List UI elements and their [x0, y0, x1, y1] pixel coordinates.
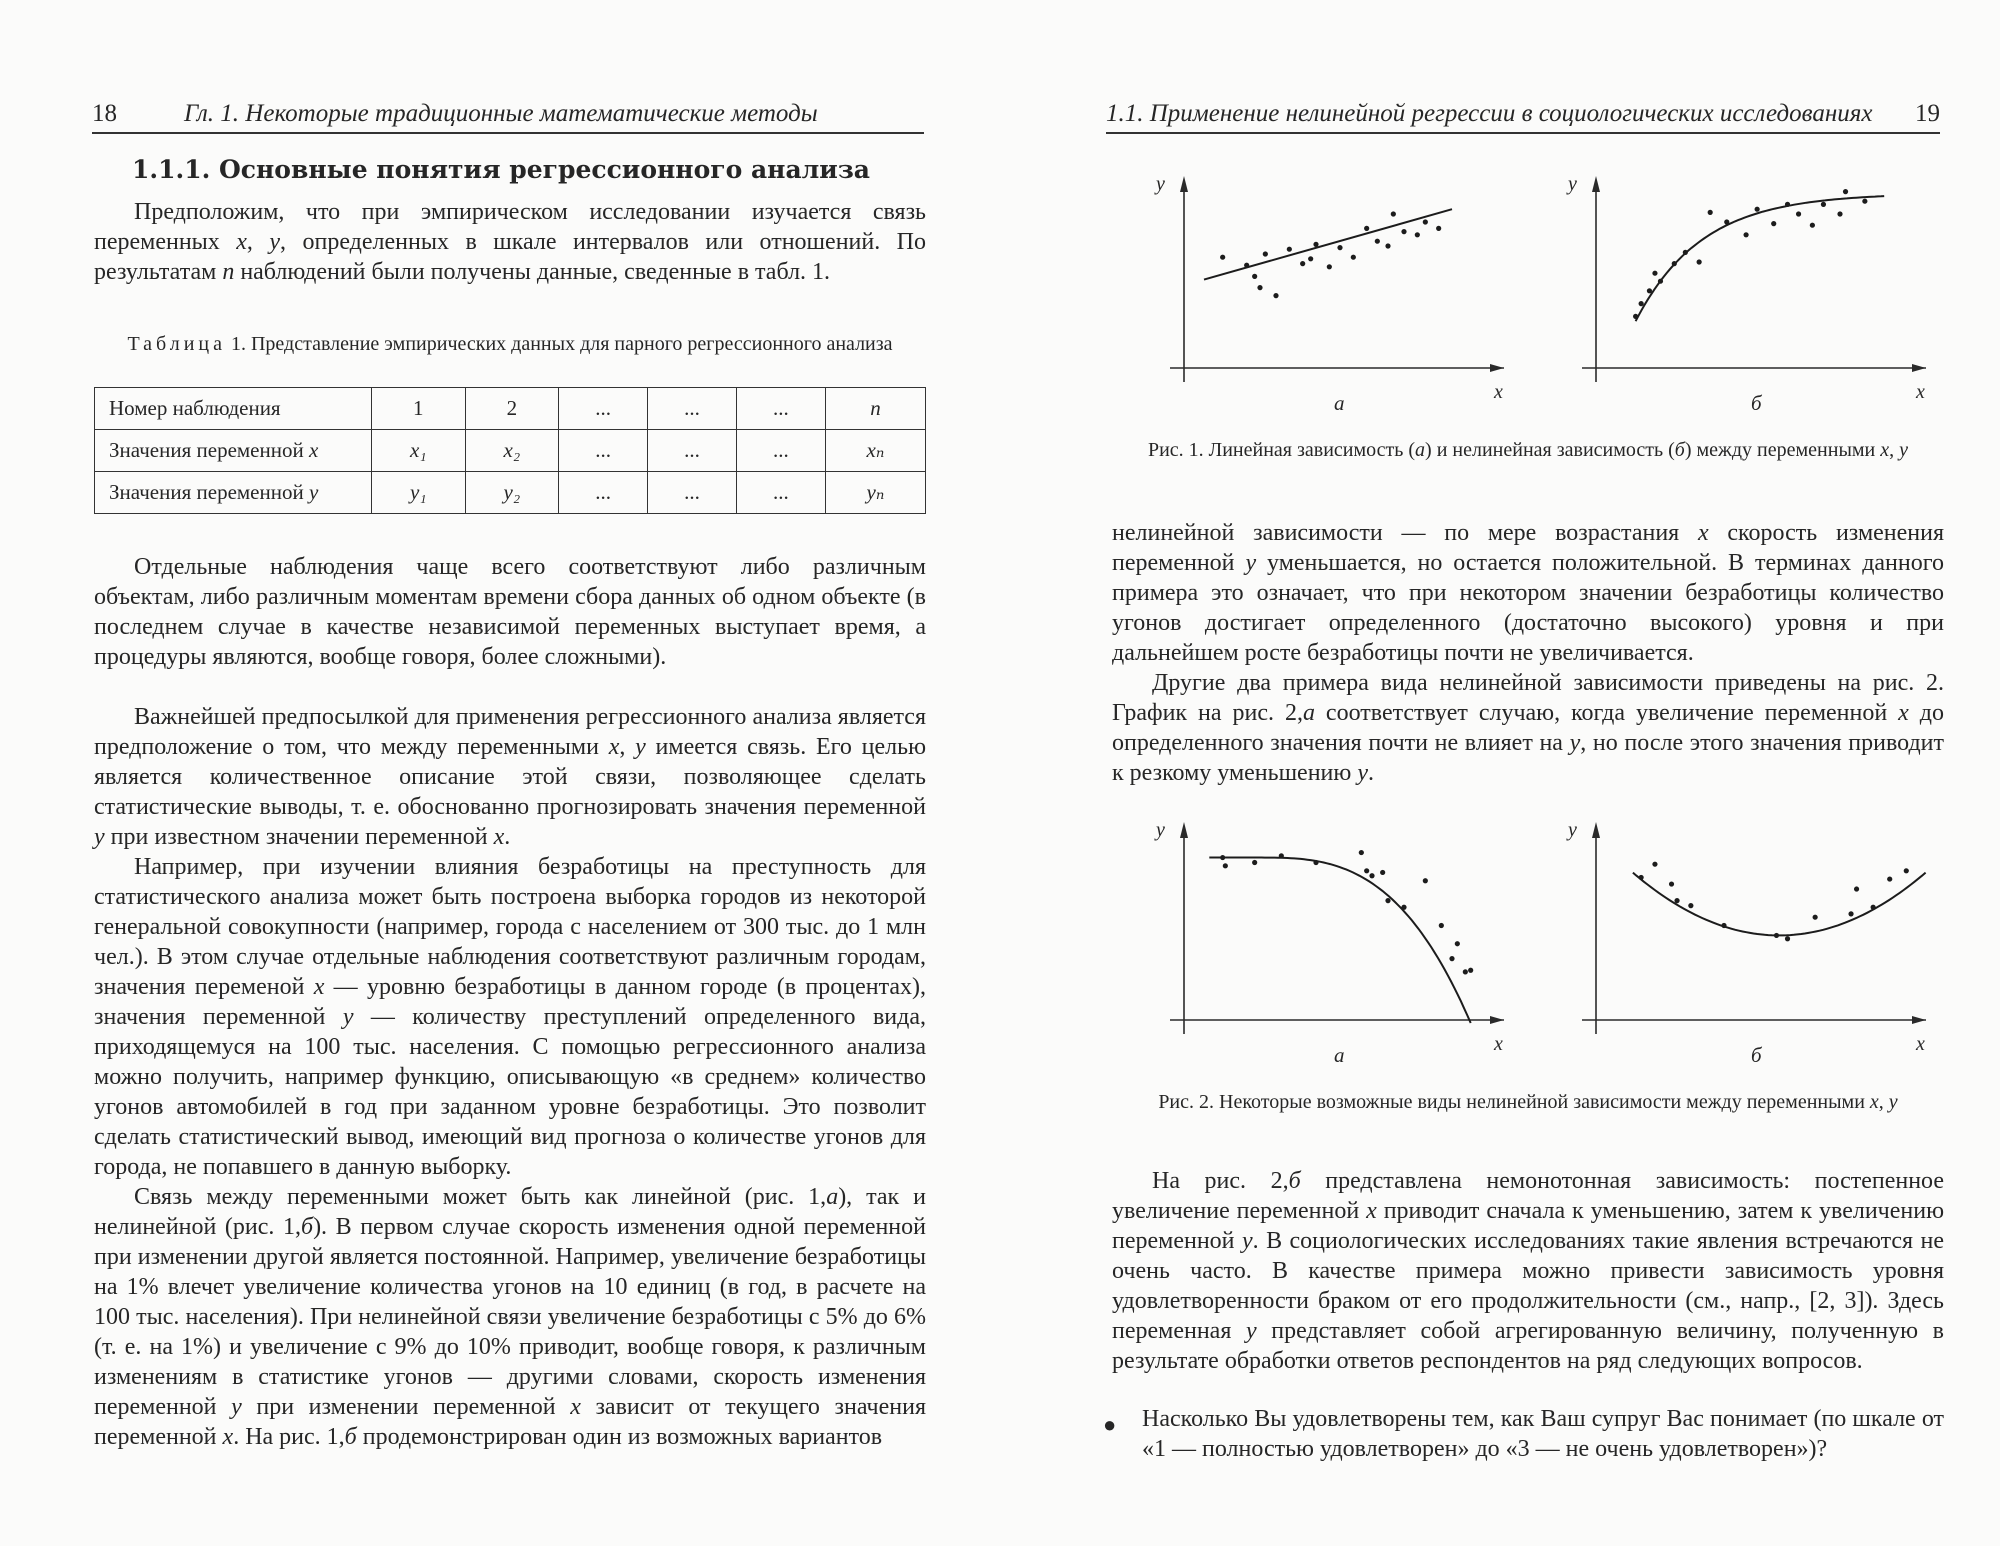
data-point: [1369, 873, 1374, 878]
data-point: [1810, 223, 1815, 228]
data-point: [1468, 968, 1473, 973]
nonmonotone-paragraph: На рис. 2,б представлена немонотонная зависимость: постепенное увеличение переменной x приводит сначала к уменьшению, затем к увеличению переменной y. В социологических исследованиях такие явления встречаются не очень часто. В качестве примера можно привести зависимость уровня удовлетворенности браком от его продолжительности (см., напр., [2, 3]). Здесь переменная y представляет собой агрегированную величину, полученную в результате обработки ответов респондентов на ряд следующих вопросов.: [1112, 1168, 1945, 1374]
panel-label: а: [1334, 391, 1345, 415]
table-caption-text: 1. Представление эмпирических данных для парного регрессионного анализа: [225, 333, 893, 355]
math-variable: y: [1899, 439, 1909, 461]
data-point: [1257, 285, 1262, 290]
table-cell: ...: [559, 472, 648, 514]
table-cell: x₁: [372, 430, 466, 472]
math-variable: б: [1674, 439, 1685, 461]
y-axis-arrow-icon: [1592, 176, 1600, 192]
data-point: [1658, 279, 1663, 284]
left-chapter-title: Гл. 1. Некоторые традиционные математические методы: [184, 100, 818, 127]
data-point: [1375, 239, 1380, 244]
math-variable: n: [222, 259, 235, 285]
left-running-head: [92, 98, 924, 134]
x-axis-label: x: [1916, 381, 1925, 403]
row-header: Номер наблюдения: [95, 388, 372, 430]
math-variable: y: [1245, 550, 1257, 576]
table-cell: ...: [648, 430, 737, 472]
math-variable: x: [570, 1394, 581, 1420]
data-point: [1449, 956, 1454, 961]
right-page: [1020, 0, 2000, 1546]
right-page-number: 19: [1915, 100, 1940, 127]
data-point: [1708, 210, 1713, 215]
data-point: [1721, 923, 1726, 928]
data-point: [1785, 936, 1790, 941]
x-axis-arrow-icon: [1490, 1016, 1504, 1024]
fit-line: [1204, 209, 1452, 279]
fit-curve: [1633, 873, 1926, 936]
data-point: [1455, 941, 1460, 946]
data-point: [1639, 875, 1644, 880]
data-point: [1423, 878, 1428, 883]
right-section-title: 1.1. Применение нелинейной регрессии в социологических исследованиях: [1106, 100, 1873, 127]
data-point: [1252, 274, 1257, 279]
data-point: [1439, 923, 1444, 928]
data-point: [1724, 219, 1729, 224]
x-axis-label: x: [1916, 1033, 1925, 1055]
data-point: [1263, 251, 1268, 256]
x-axis-label: x: [1494, 381, 1503, 403]
y-axis-arrow-icon: [1180, 822, 1188, 838]
data-point: [1436, 226, 1441, 231]
example-paragraph: Например, при изучении влияния безработицы на преступность для статистического анализа может быть построена выборка городов из некоторой генеральной совокупности (например, города с населением от 300 тыс. до 1 млн чел.). В этом случае отдельные наблюдения соответствуют различным городам, значения переменой x — уровню безработицы в данном городе (в процентах), значения переменной y — количеству преступлений определенного вида, приходящемуся на 100 тыс. населения. С помощью регрессионного анализа можно получить, например функцию, описывающую «в среднем» количество угонов автомобилей в год при заданном уровне безработицы. Это позволит сделать статистический вывод, имеющий вид прогноза о количестве угонов для города, не попавшего в данную выборку.: [94, 854, 927, 1180]
math-variable: x: [236, 229, 247, 255]
table-caption-label: Таблица: [127, 333, 226, 355]
data-point: [1463, 969, 1468, 974]
math-variable: а: [1302, 700, 1315, 726]
math-variable: x: [1366, 1198, 1377, 1224]
data-point: [1647, 288, 1652, 293]
table-cell: ...: [559, 430, 648, 472]
data-point: [1688, 903, 1693, 908]
figure-2-caption: Рис. 2. Некоторые возможные виды нелинейной зависимости между переменными x, y: [1158, 1091, 1898, 1113]
y-axis-label: y: [1156, 819, 1165, 841]
x-axis-arrow-icon: [1912, 1016, 1926, 1024]
data-table: [94, 387, 926, 514]
math-variable: x: [222, 1424, 234, 1450]
data-point: [1854, 886, 1859, 891]
math-variable: а: [826, 1184, 839, 1210]
data-point: [1287, 247, 1292, 252]
math-variable: y: [231, 1394, 242, 1420]
data-point: [1848, 911, 1853, 916]
data-point: [1313, 860, 1318, 865]
data-point: [1279, 853, 1284, 858]
data-point: [1672, 261, 1677, 266]
data-point: [1252, 860, 1257, 865]
data-point: [1359, 850, 1364, 855]
data-point: [1837, 211, 1842, 216]
data-point: [1391, 211, 1396, 216]
x-axis-arrow-icon: [1490, 364, 1504, 372]
data-point: [1813, 915, 1818, 920]
math-variable: x: [1898, 700, 1909, 726]
data-point: [1244, 263, 1249, 268]
data-point: [1385, 898, 1390, 903]
table-cell: ...: [648, 472, 737, 514]
table-cell: ...: [559, 388, 648, 430]
data-point: [1862, 199, 1867, 204]
data-point: [1385, 243, 1390, 248]
data-point: [1697, 259, 1702, 264]
y-axis-label: y: [1156, 173, 1165, 195]
data-point: [1401, 229, 1406, 234]
table-caption: [94, 330, 926, 358]
table-cell: ...: [736, 388, 825, 430]
table-row: [95, 430, 926, 472]
y-axis-label: y: [1568, 173, 1577, 195]
table-cell: y₁: [372, 472, 466, 514]
x-axis-arrow-icon: [1912, 364, 1926, 372]
data-point: [1364, 868, 1369, 873]
data-point: [1774, 933, 1779, 938]
y-axis-arrow-icon: [1592, 822, 1600, 838]
data-point: [1223, 863, 1228, 868]
table-cell: n: [825, 388, 925, 430]
data-point: [1337, 245, 1342, 250]
x-axis-label: x: [1494, 1033, 1503, 1055]
math-variable: x: [608, 734, 620, 760]
data-point: [1674, 898, 1679, 903]
panel-label: а: [1334, 1043, 1345, 1067]
data-point: [1633, 314, 1638, 319]
math-variable: y: [1888, 1091, 1898, 1113]
data-point: [1771, 221, 1776, 226]
table-cell: ...: [648, 388, 737, 430]
y-axis-label: y: [1568, 819, 1577, 841]
left-page-number: 18: [92, 100, 117, 127]
data-point: [1904, 868, 1909, 873]
intro-paragraph: Предположим, что при эмпирическом исследовании изучается связь переменных x, y, определенных в шкале интервалов или отношений. По результатам n наблюдений были получены данные, сведенные в табл. 1.: [94, 199, 927, 285]
data-point: [1273, 293, 1278, 298]
row-header: Значения переменной y: [95, 472, 372, 514]
data-point: [1380, 870, 1385, 875]
math-variable: x: [1880, 439, 1890, 461]
data-point: [1308, 256, 1313, 261]
data-point: [1683, 250, 1688, 255]
bullet-marker: ●: [1103, 1412, 1117, 1437]
y-axis-arrow-icon: [1180, 176, 1188, 192]
figure-2: [1100, 800, 1980, 1090]
math-variable: y: [1241, 1228, 1253, 1254]
table-cell: y₂: [465, 472, 559, 514]
math-variable: б: [1288, 1168, 1301, 1194]
panel-label: б: [1751, 1043, 1762, 1067]
table-cell: 1: [372, 388, 466, 430]
left-page: [0, 0, 980, 1546]
data-point: [1364, 226, 1369, 231]
row-header: Значения переменной x: [95, 430, 372, 472]
table-row: [95, 388, 926, 430]
data-point: [1821, 202, 1826, 207]
data-point: [1652, 862, 1657, 867]
data-point: [1843, 189, 1848, 194]
math-variable: y: [269, 229, 281, 255]
figure-1-caption: Рис. 1. Линейная зависимость (а) и нелинейная зависимость (б) между переменными x, y: [1147, 439, 1909, 461]
math-variable: x: [493, 824, 505, 850]
data-point: [1220, 855, 1225, 860]
math-variable: x: [1869, 1091, 1879, 1113]
table-cell: ...: [736, 430, 825, 472]
data-point: [1796, 211, 1801, 216]
data-point: [1415, 232, 1420, 237]
data-point: [1887, 876, 1892, 881]
data-point: [1327, 264, 1332, 269]
bullet-item: Насколько Вы удовлетворены тем, как Ваш супруг Вас понимает (по шкале от «1 — полностью удовлетворен» до «3 — не очень удовлетворен»)?: [1142, 1406, 1944, 1462]
data-point: [1351, 255, 1356, 260]
data-point: [1871, 905, 1876, 910]
math-variable: б: [300, 1214, 314, 1240]
linear-paragraph: Связь между переменными может быть как линейной (рис. 1,а), так и нелинейной (рис. 1,б). В первом случае скорость изменения одной переменной при изменении другой является постоянной. Например, увеличение безработицы на 1% влечет увеличение количества угонов на 10 единиц (в год, в расчете на 100 тыс. населения). При нелинейной связи увеличение безработицы с 5% до 6% (т. е. на 1%) и увеличение с 9% до 10% приводит, вообще говоря, к различным изменениям в статистике угонов — другими словами, скорость изменения переменной y при изменении переменной x зависит от текущего значения переменной x. На рис. 1,б продемонстрирован один из возможных вариантов: [94, 1184, 926, 1450]
math-variable: а: [1415, 439, 1426, 461]
table-cell: 2: [465, 388, 559, 430]
table-cell: x₂: [465, 430, 559, 472]
data-point: [1313, 242, 1318, 247]
fit-curve: [1636, 196, 1885, 321]
data-point: [1220, 255, 1225, 260]
fit-curve: [1209, 858, 1470, 1024]
observations-paragraph: Отдельные наблюдения чаще всего соответствуют либо различным объектам, либо различным моментам времени сбора данных об одном объекте (в последнем случае в качестве независимой переменных выступает время, а процедуры являются, вообще говоря, более сложными).: [94, 554, 926, 670]
data-point: [1423, 219, 1428, 224]
premise-paragraph: Важнейшей предпосылкой для применения регрессионного анализа является предположение о том, что между переменными x, y имеется связь. Его целью является количественное описание этой связи, позволяющее сделать статистические выводы, т. е. обоснованно прогнозировать значения переменной y при известном значении переменной x.: [94, 704, 926, 850]
other-examples-paragraph: Другие два примера вида нелинейной зависимости приведены на рис. 2. График на рис. 2,а соответствует случаю, когда увеличение переменной x до определенного значения почти не влияет на y, но после этого значения приводит к резкому уменьшению y.: [1112, 670, 1945, 786]
data-point: [1639, 301, 1644, 306]
data-point: [1785, 202, 1790, 207]
data-point: [1401, 905, 1406, 910]
math-variable: x: [1697, 520, 1709, 546]
table-cell: xₙ: [825, 430, 925, 472]
section-title: 1.1.1. Основные понятия регрессионного анализа: [132, 155, 871, 184]
nonlinear-paragraph: нелинейной зависимости — по мере возрастания x скорость изменения переменной y уменьшается, но остается положительной. В терминах данного примера это означает, что при некотором значении безработицы количество угонов достигает определенного (достаточно высокого) уровня и при дальнейшем росте безработицы почти не увеличивается.: [1112, 520, 1944, 666]
math-variable: y: [1245, 1318, 1257, 1344]
table-cell: yₙ: [825, 472, 925, 514]
panel-label: б: [1751, 391, 1762, 415]
figure-1: [1100, 150, 1980, 430]
data-point: [1652, 271, 1657, 276]
math-variable: y: [94, 824, 105, 850]
data-point: [1669, 881, 1674, 886]
math-variable: x: [313, 974, 325, 1000]
table-cell: ...: [736, 472, 825, 514]
math-variable: y: [1569, 730, 1581, 756]
math-variable: y: [342, 1004, 354, 1030]
data-point: [1743, 232, 1748, 237]
math-variable: y: [1357, 760, 1368, 786]
math-variable: б: [344, 1424, 357, 1450]
data-point: [1755, 207, 1760, 212]
data-point: [1300, 261, 1305, 266]
math-variable: y: [635, 734, 646, 760]
table-row: [95, 472, 926, 514]
right-running-head: [1106, 98, 1940, 134]
